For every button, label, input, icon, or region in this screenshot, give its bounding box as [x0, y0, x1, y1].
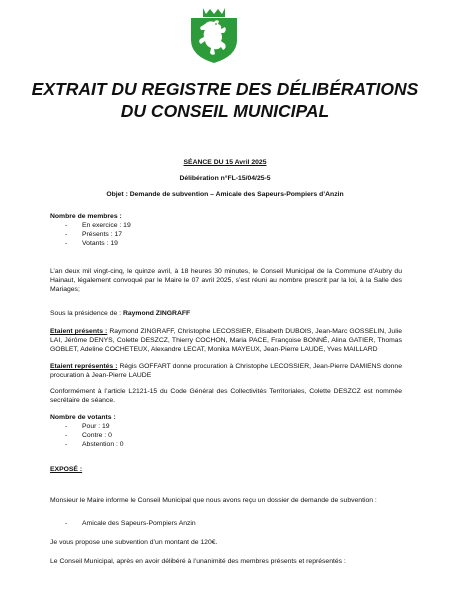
- deliberation-number: Délibération n°FL-15/04/25-5: [179, 175, 271, 182]
- representes-names: Régis GOFFART donne procuration à Christophe LECOSSIER, Jean-Pierre DAMIENS donne procuration à Jean-Pierre LAUDE: [50, 363, 402, 379]
- presidence-label: Sous la présidence de :: [50, 310, 123, 317]
- membres-heading: Nombre de membres :: [50, 213, 122, 220]
- seance-date: SÉANCE DU 15 Avril 2025: [183, 159, 267, 166]
- secretaire-paragraph: Conformément à l’article L2121-15 du Code Général des Collectivités Territoriales, Colette DESZCZ est nommée secrétaire de séance.: [50, 388, 402, 404]
- presidence-line: [50, 309, 402, 318]
- expose-paragraph-3: Le Conseil Municipal, après en avoir délibéré à l’unanimité des membres présents et représentés :: [50, 558, 346, 565]
- presents-label: Etaient présents :: [50, 328, 108, 335]
- expose-paragraph-1: Monsieur le Maire informe le Conseil Municipal que nous avons reçu un dossier de demande de subvention :: [50, 497, 377, 504]
- document-title-line-2: DU CONSEIL MUNICIPAL: [120, 101, 330, 121]
- representes-paragraph: [50, 362, 402, 380]
- deliberation-object: Objet : Demande de subvention – Amicale des Sapeurs-Pompiers d’Anzin: [106, 191, 344, 198]
- intro-paragraph: L’an deux mil vingt-cinq, le quinze avril, à 18 heures 30 minutes, le Conseil Municipal de la Commune d’Aubry du Hainaut, légalement convoqué par le Maire le 07 avril 2025, s’est réuni au nombre prescrit par la loi, à la Salle des Mariages;: [50, 268, 402, 293]
- crown-shape: [203, 8, 225, 17]
- expose-list: [50, 519, 402, 528]
- expose-paragraph-2: Je vous propose une subvention d’un montant de 120€.: [50, 539, 218, 546]
- list-item: - Amicale des Sapeurs-Pompiers Anzin: [65, 519, 402, 528]
- votants-heading: Nombre de votants :: [50, 414, 116, 421]
- votants-section: [50, 413, 402, 450]
- president-name: Raymond ZINGRAFF: [122, 310, 191, 317]
- presents-names: Raymond ZINGRAFF, Christophe LECOSSIER, Elisabeth DUBOIS, Jean-Marc GOSSELIN, Julie LAI, Jérôme DENYS, Colette DESZCZ, Thierry COCHON, Maria PACE, Françoise BONNÉ, Alina GATIER, Thomas GOBLET, Adeline COCHETEUX, Alexandre LECAT, Monika MAYEUX, Jean-Pierre LAUDE, Yves MAILLARD: [50, 328, 402, 353]
- expose-heading: EXPOSÉ :: [50, 466, 83, 473]
- document-title-line-1: EXTRAIT DU REGISTRE DES DÉLIBÉRATIONS: [31, 79, 419, 99]
- list-item: - Votants : 19: [65, 239, 402, 248]
- list-item: - Abstention : 0: [65, 440, 402, 449]
- presents-paragraph: [50, 327, 402, 354]
- list-item: - Pour : 19: [65, 422, 402, 431]
- votants-list: [50, 422, 402, 450]
- lion-eye: [215, 23, 217, 25]
- list-item: - Présents : 17: [65, 230, 402, 239]
- list-item: - En exercice : 19: [65, 221, 402, 230]
- municipal-crest-icon: [188, 6, 240, 64]
- representes-label: Etaient représentés :: [50, 363, 118, 370]
- membres-section: [50, 212, 402, 249]
- list-item: - Contre : 0: [65, 431, 402, 440]
- membres-list: [50, 221, 402, 249]
